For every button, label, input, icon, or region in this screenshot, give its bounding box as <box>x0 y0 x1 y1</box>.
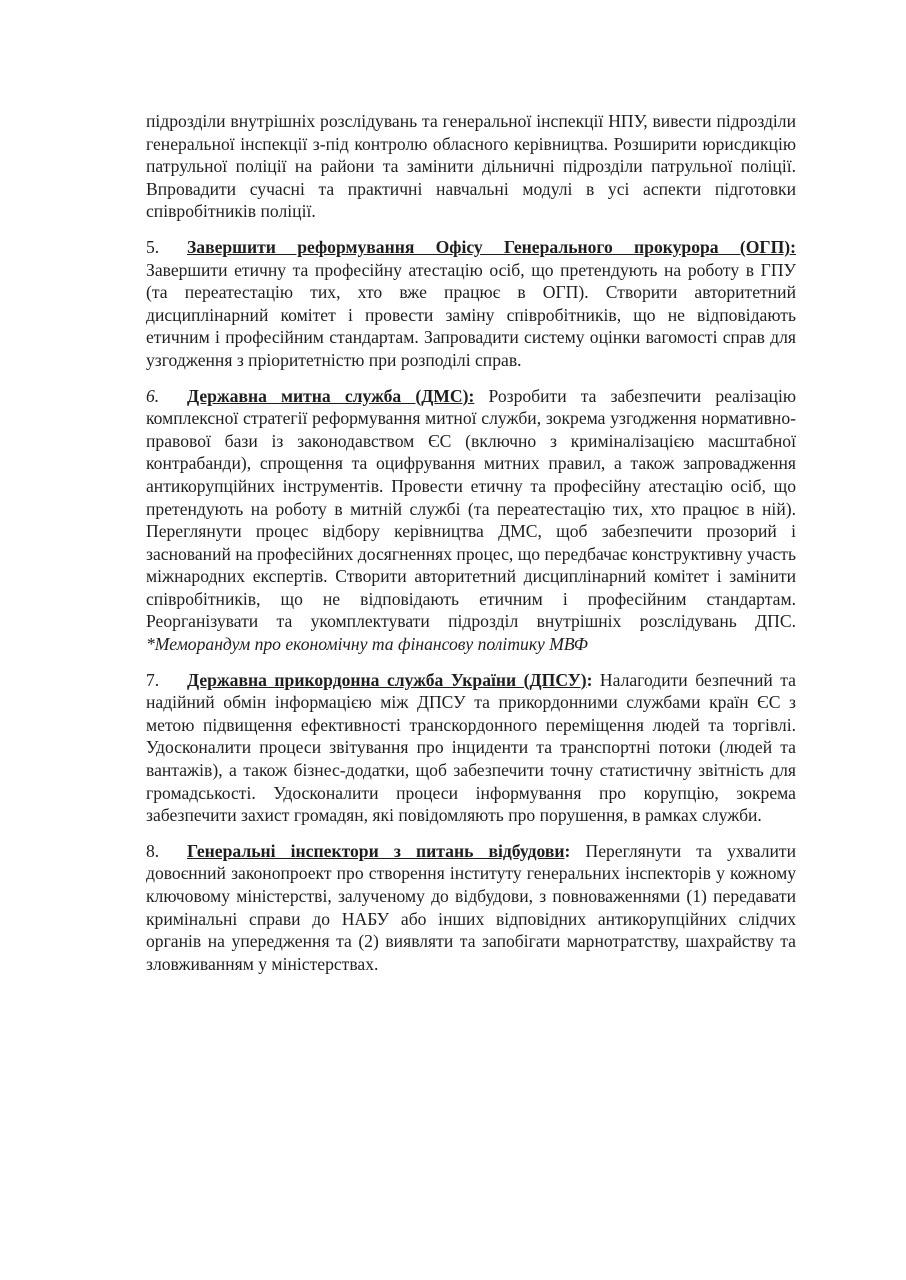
item-heading: Державна митна служба (ДМС): <box>187 385 475 406</box>
item-heading-colon: : <box>586 669 593 690</box>
document-text-block <box>146 0 796 988</box>
item-number: 7. <box>146 669 160 690</box>
paragraph-body: Завершити етичну та професійну атестацію осіб, що претендують на роботу в ГПУ (та переатестацію тих, хто вже працює в ОГП). Створити авторитетний дисциплінарний комітет і провести заміну співробітників, що не відповідають етичним і професійним стандартам. Запровадити систему оцінки вагомості справ для узгодження з пріоритетністю при розподілі справ. <box>146 259 796 370</box>
item-heading: Державна прикордонна служба України (ДПСУ) <box>187 669 587 690</box>
paragraph-body: Розробити та забезпечити реалізацію комплексної стратегії реформування митної служби, зокрема узгодження нормативно-правової бази із законодавством ЄС (включно з криміналізацією масштабної контрабанди), спрощення та оцифрування митних правил, а також запровадження антикорупційних інструментів. Провести етичну та професійну атестацію осіб, що претендують на роботу в митній службі (та переатестацію тих, хто працює в ній). Переглянути процес відбору керівництва ДМС, щоб забезпечити прозорий і заснований на професійних досягненнях процес, що передбачає конструктивну участь міжнародних експертів. Створити авторитетний дисциплінарний комітет і замінити співробітників, що не відповідають етичним і професійним стандартам. Реорганізувати та укомплектувати підрозділ внутрішніх розслідувань ДПС. <box>146 385 796 632</box>
item-heading: Завершити реформування Офісу Генерального прокурора (ОГП): <box>187 236 796 257</box>
paragraph-police-continuation <box>146 110 796 223</box>
imf-memorandum-note: *Меморандум про економічну та фінансову політику МВФ <box>146 634 588 655</box>
item-heading: Генеральні інспектори з питань відбудови <box>187 840 565 861</box>
paragraph-body: Налагодити безпечний та надійний обмін інформацією між ДПСУ та прикордонними службами країн ЄС з метою підвищення ефективності транскордонного переміщення людей та торгівлі. Удосконалити процеси звітування про інциденти та транспортні потоки (людей та вантажів), а також бізнес-додатки, щоб забезпечити точну статистичну звітність для громадськості. Удосконалити процеси інформування про корупцію, зокрема забезпечити захист громадян, які повідомляють про порушення, в рамках служби. <box>146 669 796 826</box>
paragraph-item-7-border-guard-service <box>146 669 796 827</box>
item-number: 8. <box>146 840 160 861</box>
paragraph-body: Переглянути та ухвалити довоєнний законопроект про створення інституту генеральних інспекторів у кожному ключовому міністерстві, залученому до відбудови, з повноваженнями (1) передавати кримінальні справи до НАБУ або інших відповідних антикорупційних слідчих органів на упередження та (2) виявляти та запобігати марнотратству, шахрайству та зловживанням у міністерствах. <box>146 840 796 974</box>
item-number: 6. <box>146 385 160 406</box>
paragraph-item-6-customs-service <box>146 385 796 656</box>
paragraph-item-5-prosecutor-general-office <box>146 236 796 372</box>
paragraph-item-8-inspectors-general <box>146 840 796 976</box>
paragraph-body: підрозділи внутрішніх розслідувань та генеральної інспекції НПУ, вивести підрозділи генеральної інспекції з-під контролю обласного керівництва. Розширити юрисдикцію патрульної поліції на райони та замінити дільничні підрозділи патрульної поліції. Впровадити сучасні та практичні навчальні модулі в усі аспекти підготовки співробітників поліції. <box>146 111 796 222</box>
item-number: 5. <box>146 236 160 257</box>
item-heading-colon: : <box>564 840 571 861</box>
